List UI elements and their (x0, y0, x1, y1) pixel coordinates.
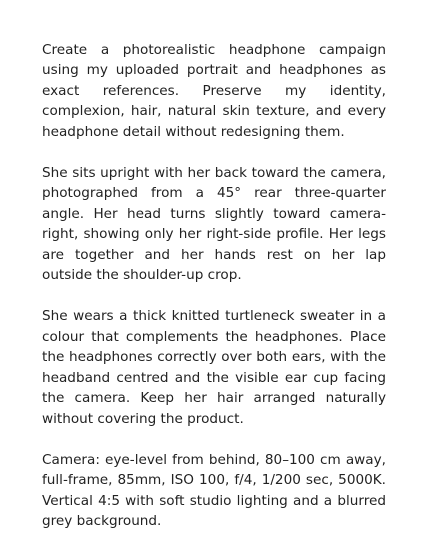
paragraph-camera: Camera: eye-level from behind, 80–100 cm away, full-frame, 85mm, ISO 100, f/4, 1/200 sec, 5000K. Vertical 4:5 with soft studio lighting and a blurred grey background. (42, 451, 386, 530)
paragraph-wardrobe: She wears a thick knitted turtleneck sweater in a colour that complements the headphones. Place the headphones correctly over both ears, with the headband centred and the visible ear cup facing the camera. Keep her hair arranged naturally without covering the product. (42, 308, 386, 427)
document-page (42, 40, 386, 532)
paragraph-pose: She sits upright with her back toward the camera, photographed from a 45° rear three-quarter angle. Her head turns slightly toward camera-right, showing only her right-side profile. Her legs are together and her hands rest on her lap outside the shoulder-up crop. (42, 165, 386, 284)
paragraph-intro: Create a photorealistic headphone campaign using my uploaded portrait and headphones as exact references. Preserve my identity, complexion, hair, natural skin texture, and every headphone detail without redesigning them. (42, 42, 386, 140)
